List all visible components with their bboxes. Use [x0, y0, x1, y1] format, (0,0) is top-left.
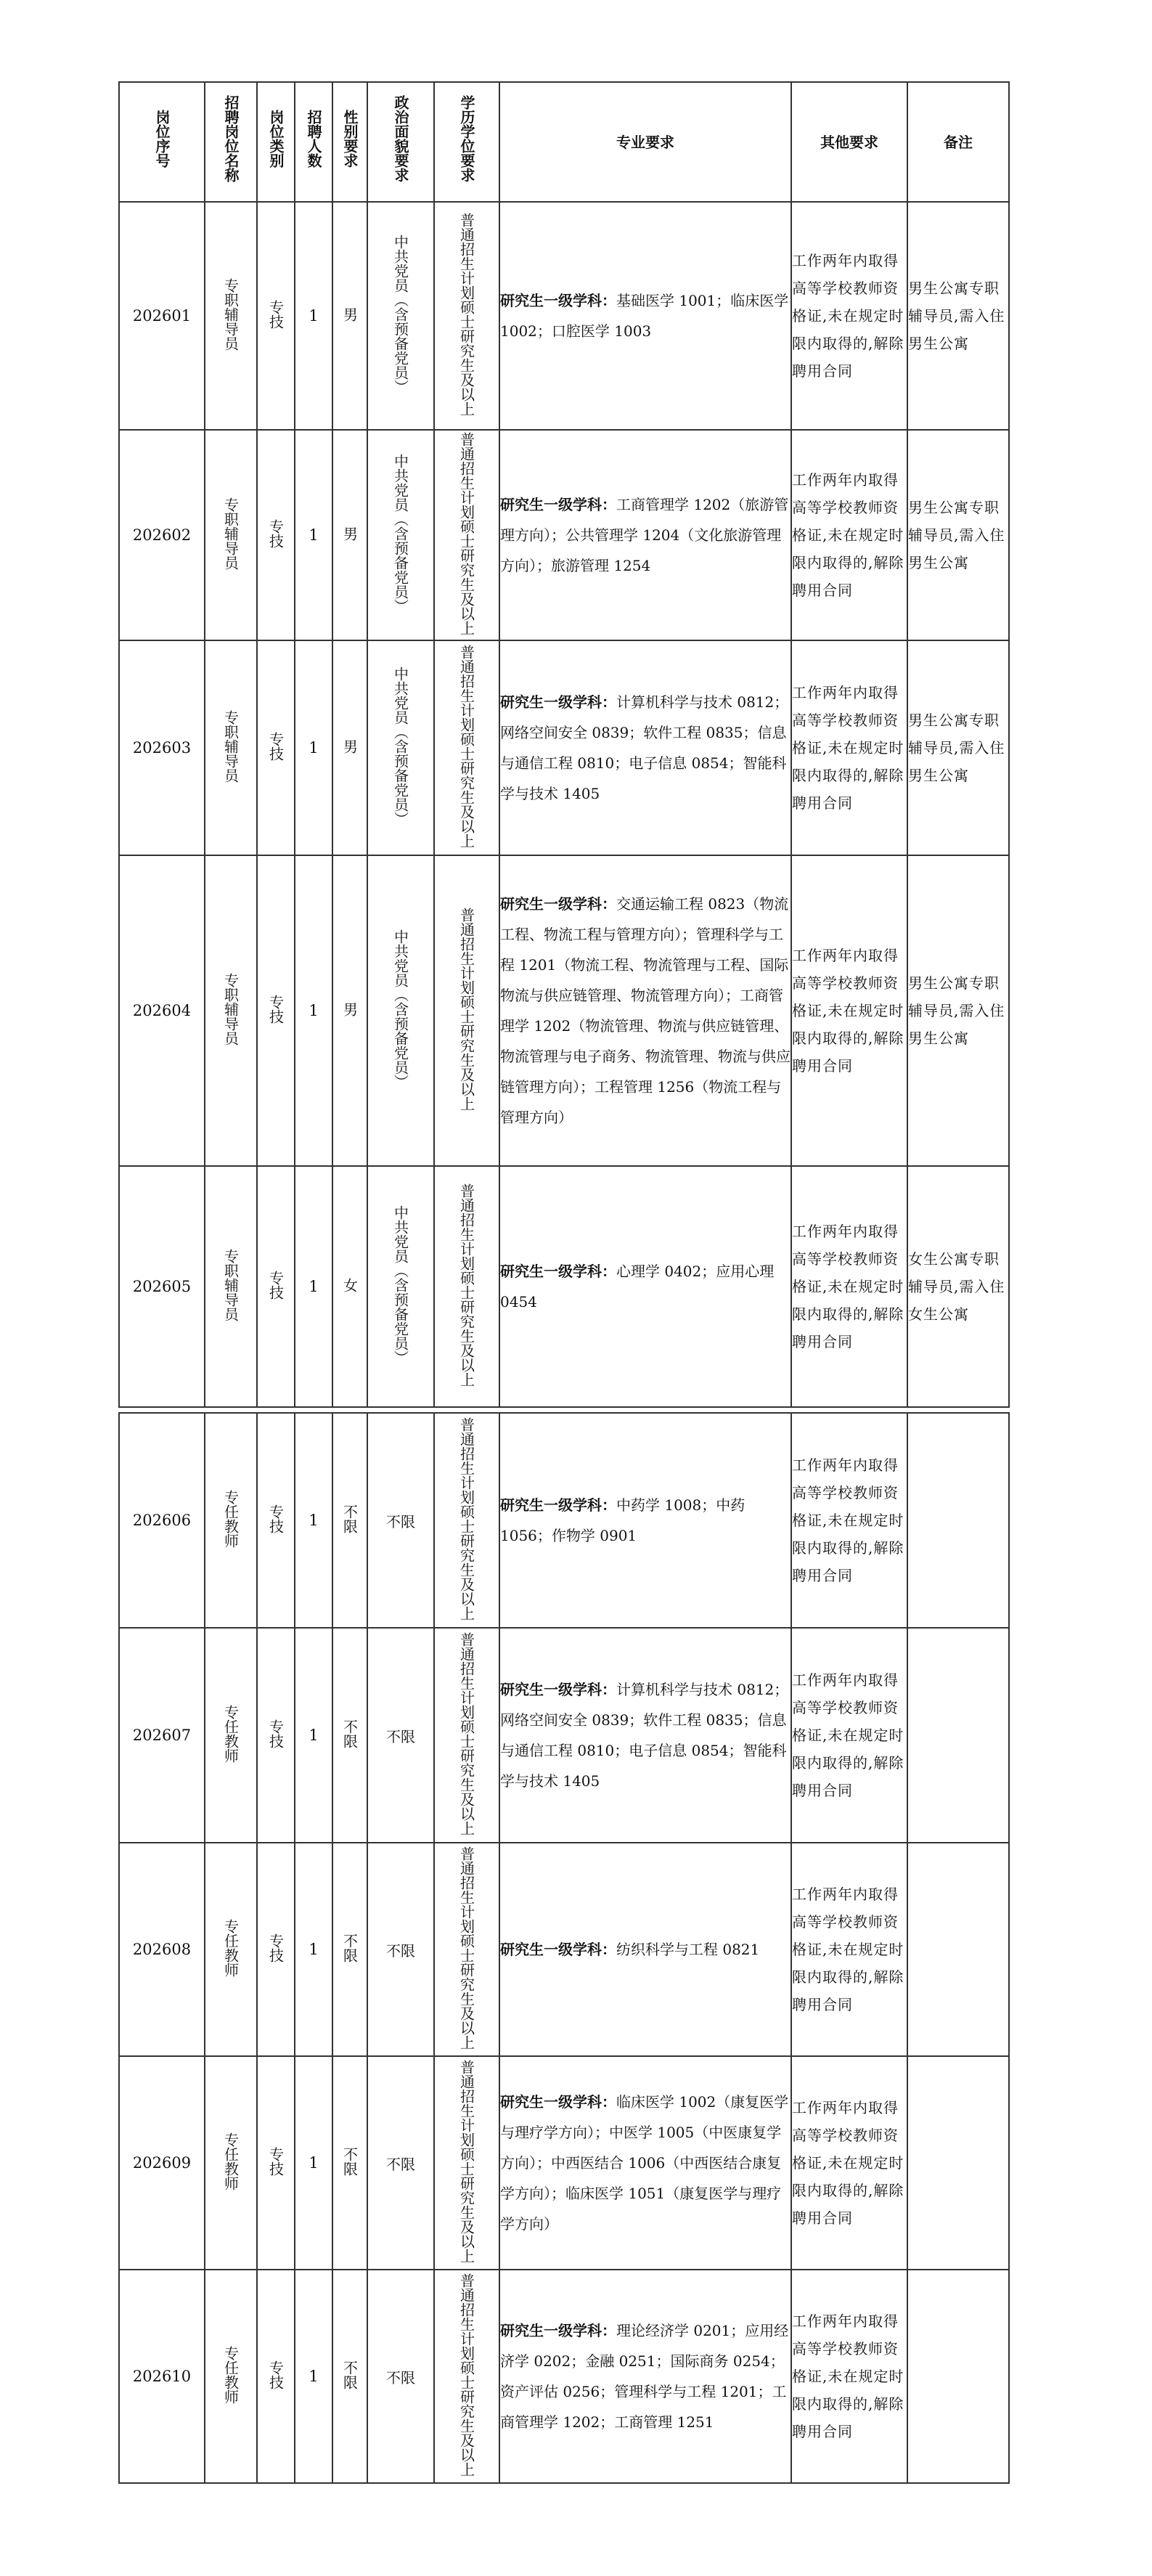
cell-other: 工作两年内取得高等学校教师资格证,未在规定时限内取得的,解除聘用合同 — [791, 1413, 907, 1628]
cell-politics: 中共党员（含预备党员） — [367, 640, 434, 855]
cell-politics: 中共党员（含预备党员） — [367, 430, 434, 640]
major-text: 基础医学 1001；临床医学 1002；口腔医学 1003 — [500, 292, 789, 340]
header-count: 招聘人数 — [295, 82, 332, 202]
header-note: 备注 — [907, 82, 1009, 202]
cell-post-type: 专技 — [257, 1166, 295, 1407]
cell-degree: 普通招生计划硕士研究生及以上 — [434, 1413, 499, 1628]
cell-politics: 不限 — [367, 1843, 434, 2056]
cell-major — [499, 202, 791, 430]
cell-note — [907, 2270, 1009, 2483]
recruitment-table-page — [118, 81, 1008, 2484]
cell-count: 1 — [295, 2270, 332, 2483]
major-label: 研究生一级学科： — [500, 1941, 616, 1958]
cell-politics: 不限 — [367, 2270, 434, 2483]
cell-post-no: 202603 — [119, 640, 205, 855]
cell-note: 男生公寓专职辅导员,需入住男生公寓 — [907, 430, 1009, 640]
header-post-type: 岗位类别 — [257, 82, 295, 202]
cell-gender: 女 — [332, 1166, 367, 1407]
page-break-gap — [119, 1407, 1009, 1413]
cell-post-name: 专职辅导员 — [205, 855, 257, 1166]
cell-politics: 不限 — [367, 1413, 434, 1628]
cell-degree: 普通招生计划硕士研究生及以上 — [434, 1166, 499, 1407]
cell-post-type: 专技 — [257, 1413, 295, 1628]
major-label: 研究生一级学科： — [500, 2322, 616, 2339]
cell-post-no: 202610 — [119, 2270, 205, 2483]
header-post-name: 招聘岗位名称 — [205, 82, 257, 202]
cell-count: 1 — [295, 1166, 332, 1407]
cell-degree: 普通招生计划硕士研究生及以上 — [434, 855, 499, 1166]
cell-gender: 不限 — [332, 1843, 367, 2056]
cell-count: 1 — [295, 640, 332, 855]
major-label: 研究生一级学科： — [500, 1263, 616, 1280]
major-label: 研究生一级学科： — [500, 496, 616, 513]
cell-politics: 中共党员（含预备党员） — [367, 855, 434, 1166]
cell-post-type: 专技 — [257, 430, 295, 640]
major-text: 纺织科学与工程 0821 — [616, 1941, 760, 1958]
cell-major — [499, 640, 791, 855]
table-header-row — [119, 82, 1009, 202]
cell-politics: 中共党员（含预备党员） — [367, 1166, 434, 1407]
gap-cell — [119, 1407, 1009, 1413]
cell-degree: 普通招生计划硕士研究生及以上 — [434, 202, 499, 430]
major-text: 工商管理学 1202（旅游管理方向）；公共管理学 1204（文化旅游管理方向）；旅游管理 1254 — [500, 496, 789, 574]
header-post-no: 岗位序号 — [119, 82, 205, 202]
table-row — [119, 202, 1009, 430]
cell-post-type: 专技 — [257, 202, 295, 430]
cell-gender: 不限 — [332, 2270, 367, 2483]
cell-major — [499, 1413, 791, 1628]
cell-other: 工作两年内取得高等学校教师资格证,未在规定时限内取得的,解除聘用合同 — [791, 2270, 907, 2483]
cell-post-type: 专技 — [257, 640, 295, 855]
major-text: 计算机科学与技术 0812；网络空间安全 0839；软件工程 0835；信息与通信工程 0810；电子信息 0854；智能科学与技术 1405 — [500, 1681, 789, 1790]
cell-major — [499, 855, 791, 1166]
cell-post-no: 202604 — [119, 855, 205, 1166]
cell-post-no: 202606 — [119, 1413, 205, 1628]
cell-post-type: 专技 — [257, 2056, 295, 2270]
cell-note — [907, 1843, 1009, 2056]
cell-major — [499, 430, 791, 640]
cell-post-name: 专任教师 — [205, 1843, 257, 2056]
major-label: 研究生一级学科： — [500, 292, 616, 309]
cell-gender: 男 — [332, 430, 367, 640]
cell-post-no: 202605 — [119, 1166, 205, 1407]
header-other: 其他要求 — [791, 82, 907, 202]
cell-post-type: 专技 — [257, 1628, 295, 1843]
major-label: 研究生一级学科： — [500, 895, 616, 913]
cell-post-type: 专技 — [257, 855, 295, 1166]
cell-degree: 普通招生计划硕士研究生及以上 — [434, 2270, 499, 2483]
cell-major — [499, 2056, 791, 2270]
cell-post-type: 专技 — [257, 2270, 295, 2483]
cell-note — [907, 1413, 1009, 1628]
cell-count: 1 — [295, 2056, 332, 2270]
header-major: 专业要求 — [499, 82, 791, 202]
cell-major — [499, 1628, 791, 1843]
major-text: 理论经济学 0201；应用经济学 0202；金融 0251；国际商务 0254；资产评估 0256；管理科学与工程 1201；工商管理学 1202；工商管理 1251 — [500, 2322, 789, 2431]
cell-degree: 普通招生计划硕士研究生及以上 — [434, 1628, 499, 1843]
cell-degree: 普通招生计划硕士研究生及以上 — [434, 1843, 499, 2056]
cell-post-type: 专技 — [257, 1843, 295, 2056]
cell-gender: 男 — [332, 202, 367, 430]
cell-count: 1 — [295, 202, 332, 430]
cell-post-name: 专任教师 — [205, 1413, 257, 1628]
cell-degree: 普通招生计划硕士研究生及以上 — [434, 640, 499, 855]
major-label: 研究生一级学科： — [500, 2093, 616, 2111]
cell-major — [499, 2270, 791, 2483]
cell-post-no: 202608 — [119, 1843, 205, 2056]
cell-post-no: 202602 — [119, 430, 205, 640]
header-politics: 政治面貌要求 — [367, 82, 434, 202]
cell-count: 1 — [295, 1413, 332, 1628]
table-row — [119, 855, 1009, 1166]
cell-note: 男生公寓专职辅导员,需入住男生公寓 — [907, 855, 1009, 1166]
cell-other: 工作两年内取得高等学校教师资格证,未在规定时限内取得的,解除聘用合同 — [791, 1166, 907, 1407]
cell-post-no: 202607 — [119, 1628, 205, 1843]
cell-degree: 普通招生计划硕士研究生及以上 — [434, 430, 499, 640]
major-text: 中药学 1008；中药 1056；作物学 0901 — [500, 1496, 745, 1544]
cell-gender: 男 — [332, 855, 367, 1166]
cell-note: 女生公寓专职辅导员,需入住女生公寓 — [907, 1166, 1009, 1407]
cell-post-no: 202601 — [119, 202, 205, 430]
recruitment-table — [118, 81, 1010, 2484]
cell-note: 男生公寓专职辅导员,需入住男生公寓 — [907, 640, 1009, 855]
cell-other: 工作两年内取得高等学校教师资格证,未在规定时限内取得的,解除聘用合同 — [791, 430, 907, 640]
cell-post-name: 专任教师 — [205, 2270, 257, 2483]
major-text: 交通运输工程 0823（物流工程、物流工程与管理方向）；管理科学与工程 1201（物流工程、物流管理与工程、国际物流与供应链管理、物流管理方向）；工商管理学 1202（物流管理、物流与供应链管理、物流管理与电子商务、物流管理、物流与供应链管理方向）；工程管理 1256（物流工程与管理方向） — [500, 895, 791, 1126]
cell-other: 工作两年内取得高等学校教师资格证,未在规定时限内取得的,解除聘用合同 — [791, 1628, 907, 1843]
cell-politics: 中共党员（含预备党员） — [367, 202, 434, 430]
table-row — [119, 2270, 1009, 2483]
cell-other: 工作两年内取得高等学校教师资格证,未在规定时限内取得的,解除聘用合同 — [791, 202, 907, 430]
cell-note: 男生公寓专职辅导员,需入住男生公寓 — [907, 202, 1009, 430]
cell-gender: 男 — [332, 640, 367, 855]
cell-post-name: 专职辅导员 — [205, 430, 257, 640]
cell-post-no: 202609 — [119, 2056, 205, 2270]
table-row — [119, 640, 1009, 855]
cell-post-name: 专任教师 — [205, 2056, 257, 2270]
cell-politics: 不限 — [367, 2056, 434, 2270]
cell-major — [499, 1166, 791, 1407]
cell-major — [499, 1843, 791, 2056]
major-label: 研究生一级学科： — [500, 693, 616, 711]
cell-post-name: 专任教师 — [205, 1628, 257, 1843]
table-row — [119, 1166, 1009, 1407]
table-row — [119, 1843, 1009, 2056]
cell-other: 工作两年内取得高等学校教师资格证,未在规定时限内取得的,解除聘用合同 — [791, 640, 907, 855]
table-row — [119, 2056, 1009, 2270]
cell-gender: 不限 — [332, 1628, 367, 1843]
cell-count: 1 — [295, 1843, 332, 2056]
table-row — [119, 1413, 1009, 1628]
header-degree: 学历学位要求 — [434, 82, 499, 202]
cell-other: 工作两年内取得高等学校教师资格证,未在规定时限内取得的,解除聘用合同 — [791, 1843, 907, 2056]
table-row — [119, 1628, 1009, 1843]
cell-post-name: 专职辅导员 — [205, 1166, 257, 1407]
header-gender: 性别要求 — [332, 82, 367, 202]
major-label: 研究生一级学科： — [500, 1496, 616, 1514]
major-text: 心理学 0402；应用心理 0454 — [500, 1263, 775, 1311]
major-text: 计算机科学与技术 0812；网络空间安全 0839；软件工程 0835；信息与通信工程 0810；电子信息 0854；智能科学与技术 1405 — [500, 693, 789, 802]
table-row — [119, 430, 1009, 640]
cell-politics: 不限 — [367, 1628, 434, 1843]
cell-gender: 不限 — [332, 2056, 367, 2270]
cell-post-name: 专职辅导员 — [205, 202, 257, 430]
major-text: 临床医学 1002（康复医学与理疗学方向）；中医学 1005（中医康复学方向）；中西医结合 1006（中西医结合康复学方向）；临床医学 1051（康复医学与理疗学方向） — [500, 2093, 789, 2233]
cell-count: 1 — [295, 855, 332, 1166]
cell-note — [907, 1628, 1009, 1843]
cell-count: 1 — [295, 1628, 332, 1843]
cell-other: 工作两年内取得高等学校教师资格证,未在规定时限内取得的,解除聘用合同 — [791, 855, 907, 1166]
cell-other: 工作两年内取得高等学校教师资格证,未在规定时限内取得的,解除聘用合同 — [791, 2056, 907, 2270]
major-label: 研究生一级学科： — [500, 1681, 616, 1698]
cell-count: 1 — [295, 430, 332, 640]
cell-note — [907, 2056, 1009, 2270]
cell-post-name: 专职辅导员 — [205, 640, 257, 855]
cell-gender: 不限 — [332, 1413, 367, 1628]
cell-degree: 普通招生计划硕士研究生及以上 — [434, 2056, 499, 2270]
